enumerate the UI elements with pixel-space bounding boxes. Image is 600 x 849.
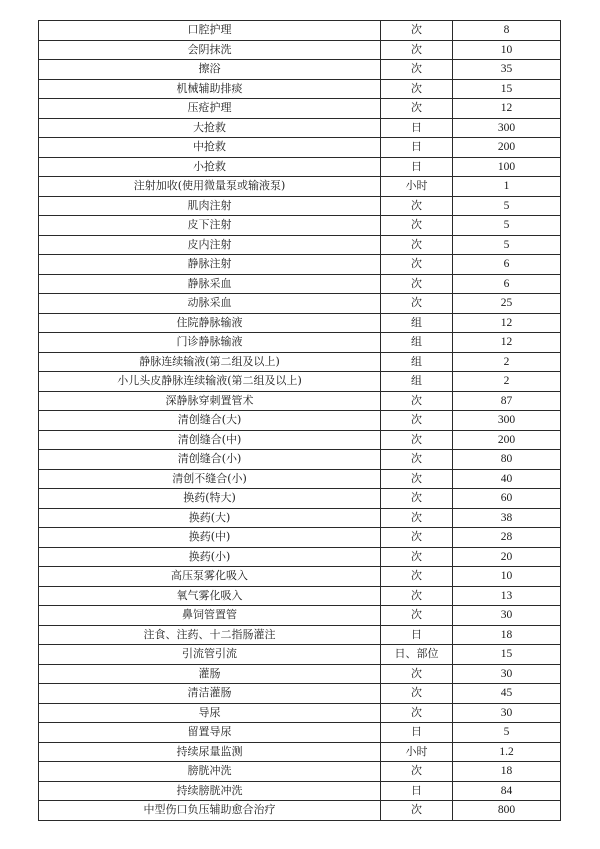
table-row — [39, 333, 561, 353]
table-row — [39, 664, 561, 684]
price-cell: 15 — [453, 79, 561, 99]
unit-cell: 次 — [381, 762, 453, 782]
unit-cell: 次 — [381, 567, 453, 587]
item-name-cell: 引流管引流 — [39, 645, 381, 665]
unit-cell: 次 — [381, 606, 453, 626]
price-cell: 25 — [453, 294, 561, 314]
item-name-cell: 持续膀胱冲洗 — [39, 781, 381, 801]
fee-table-body — [39, 21, 561, 821]
item-name-cell: 膀胱冲洗 — [39, 762, 381, 782]
item-name-cell: 清创缝合(小) — [39, 450, 381, 470]
price-cell: 80 — [453, 450, 561, 470]
table-row — [39, 567, 561, 587]
fee-table-container — [38, 20, 560, 821]
unit-cell: 次 — [381, 99, 453, 119]
table-row — [39, 138, 561, 158]
item-name-cell: 静脉采血 — [39, 274, 381, 294]
item-name-cell: 中型伤口负压辅助愈合治疗 — [39, 801, 381, 821]
unit-cell: 日 — [381, 157, 453, 177]
item-name-cell: 动脉采血 — [39, 294, 381, 314]
price-cell: 12 — [453, 333, 561, 353]
price-cell: 5 — [453, 235, 561, 255]
price-cell: 300 — [453, 118, 561, 138]
unit-cell: 日 — [381, 781, 453, 801]
item-name-cell: 灌肠 — [39, 664, 381, 684]
unit-cell: 次 — [381, 294, 453, 314]
table-row — [39, 586, 561, 606]
item-name-cell: 住院静脉输液 — [39, 313, 381, 333]
price-cell: 18 — [453, 625, 561, 645]
item-name-cell: 深静脉穿刺置管术 — [39, 391, 381, 411]
table-row — [39, 528, 561, 548]
table-row — [39, 781, 561, 801]
price-cell: 40 — [453, 469, 561, 489]
unit-cell: 次 — [381, 547, 453, 567]
price-cell: 12 — [453, 99, 561, 119]
table-row — [39, 547, 561, 567]
table-row — [39, 177, 561, 197]
price-cell: 87 — [453, 391, 561, 411]
unit-cell: 次 — [381, 79, 453, 99]
table-row — [39, 313, 561, 333]
unit-cell: 日 — [381, 118, 453, 138]
unit-cell: 日 — [381, 723, 453, 743]
table-row — [39, 99, 561, 119]
unit-cell: 次 — [381, 450, 453, 470]
item-name-cell: 静脉注射 — [39, 255, 381, 275]
unit-cell: 次 — [381, 60, 453, 80]
unit-cell: 组 — [381, 333, 453, 353]
unit-cell: 次 — [381, 40, 453, 60]
item-name-cell: 皮下注射 — [39, 216, 381, 236]
price-cell: 1.2 — [453, 742, 561, 762]
table-row — [39, 625, 561, 645]
item-name-cell: 高压泵雾化吸入 — [39, 567, 381, 587]
unit-cell: 次 — [381, 586, 453, 606]
price-cell: 28 — [453, 528, 561, 548]
unit-cell: 组 — [381, 372, 453, 392]
item-name-cell: 皮内注射 — [39, 235, 381, 255]
table-row — [39, 391, 561, 411]
price-cell: 6 — [453, 274, 561, 294]
unit-cell: 小时 — [381, 177, 453, 197]
unit-cell: 次 — [381, 21, 453, 41]
table-row — [39, 60, 561, 80]
price-cell: 5 — [453, 723, 561, 743]
item-name-cell: 中抢救 — [39, 138, 381, 158]
price-cell: 38 — [453, 508, 561, 528]
price-cell: 30 — [453, 703, 561, 723]
unit-cell: 次 — [381, 255, 453, 275]
table-row — [39, 489, 561, 509]
price-cell: 5 — [453, 196, 561, 216]
item-name-cell: 清创缝合(大) — [39, 411, 381, 431]
price-cell: 15 — [453, 645, 561, 665]
unit-cell: 组 — [381, 352, 453, 372]
item-name-cell: 小儿头皮静脉连续输液(第二组及以上) — [39, 372, 381, 392]
table-row — [39, 40, 561, 60]
price-cell: 18 — [453, 762, 561, 782]
price-cell: 8 — [453, 21, 561, 41]
unit-cell: 次 — [381, 684, 453, 704]
unit-cell: 次 — [381, 489, 453, 509]
price-cell: 13 — [453, 586, 561, 606]
unit-cell: 次 — [381, 430, 453, 450]
fee-table — [38, 20, 561, 821]
item-name-cell: 静脉连续输液(第二组及以上) — [39, 352, 381, 372]
item-name-cell: 换药(中) — [39, 528, 381, 548]
price-cell: 35 — [453, 60, 561, 80]
unit-cell: 次 — [381, 801, 453, 821]
table-row — [39, 352, 561, 372]
price-cell: 6 — [453, 255, 561, 275]
table-row — [39, 645, 561, 665]
item-name-cell: 注射加收(使用微量泵或输液泵) — [39, 177, 381, 197]
item-name-cell: 持续尿量监测 — [39, 742, 381, 762]
table-row — [39, 606, 561, 626]
unit-cell: 次 — [381, 528, 453, 548]
unit-cell: 次 — [381, 703, 453, 723]
table-row — [39, 450, 561, 470]
unit-cell: 次 — [381, 391, 453, 411]
price-cell: 30 — [453, 664, 561, 684]
item-name-cell: 清创缝合(中) — [39, 430, 381, 450]
table-row — [39, 274, 561, 294]
table-row — [39, 196, 561, 216]
table-row — [39, 508, 561, 528]
table-row — [39, 430, 561, 450]
item-name-cell: 肌肉注射 — [39, 196, 381, 216]
unit-cell: 次 — [381, 216, 453, 236]
unit-cell: 日、部位 — [381, 645, 453, 665]
price-cell: 30 — [453, 606, 561, 626]
unit-cell: 日 — [381, 625, 453, 645]
unit-cell: 次 — [381, 235, 453, 255]
table-row — [39, 79, 561, 99]
item-name-cell: 注食、注药、十二指肠灌注 — [39, 625, 381, 645]
table-row — [39, 294, 561, 314]
unit-cell: 次 — [381, 508, 453, 528]
table-row — [39, 801, 561, 821]
price-cell: 2 — [453, 352, 561, 372]
table-row — [39, 723, 561, 743]
item-name-cell: 导尿 — [39, 703, 381, 723]
price-cell: 12 — [453, 313, 561, 333]
item-name-cell: 口腔护理 — [39, 21, 381, 41]
unit-cell: 次 — [381, 469, 453, 489]
unit-cell: 小时 — [381, 742, 453, 762]
price-cell: 200 — [453, 430, 561, 450]
item-name-cell: 门诊静脉输液 — [39, 333, 381, 353]
table-row — [39, 372, 561, 392]
item-name-cell: 清创不缝合(小) — [39, 469, 381, 489]
unit-cell: 次 — [381, 196, 453, 216]
price-cell: 5 — [453, 216, 561, 236]
price-cell: 45 — [453, 684, 561, 704]
item-name-cell: 机械辅助排痰 — [39, 79, 381, 99]
price-cell: 84 — [453, 781, 561, 801]
item-name-cell: 换药(小) — [39, 547, 381, 567]
item-name-cell: 氧气雾化吸入 — [39, 586, 381, 606]
price-cell: 60 — [453, 489, 561, 509]
price-cell: 200 — [453, 138, 561, 158]
table-row — [39, 21, 561, 41]
table-row — [39, 118, 561, 138]
price-cell: 2 — [453, 372, 561, 392]
unit-cell: 日 — [381, 138, 453, 158]
price-cell: 20 — [453, 547, 561, 567]
price-cell: 1 — [453, 177, 561, 197]
item-name-cell: 小抢救 — [39, 157, 381, 177]
table-row — [39, 411, 561, 431]
unit-cell: 组 — [381, 313, 453, 333]
item-name-cell: 鼻饲管置管 — [39, 606, 381, 626]
table-row — [39, 703, 561, 723]
unit-cell: 次 — [381, 274, 453, 294]
item-name-cell: 擦浴 — [39, 60, 381, 80]
item-name-cell: 换药(特大) — [39, 489, 381, 509]
item-name-cell: 大抢救 — [39, 118, 381, 138]
table-row — [39, 216, 561, 236]
price-cell: 100 — [453, 157, 561, 177]
price-cell: 10 — [453, 567, 561, 587]
price-cell: 300 — [453, 411, 561, 431]
table-row — [39, 469, 561, 489]
price-cell: 800 — [453, 801, 561, 821]
table-row — [39, 684, 561, 704]
table-row — [39, 157, 561, 177]
table-row — [39, 255, 561, 275]
price-cell: 10 — [453, 40, 561, 60]
table-row — [39, 235, 561, 255]
table-row — [39, 742, 561, 762]
unit-cell: 次 — [381, 664, 453, 684]
item-name-cell: 会阴抹洗 — [39, 40, 381, 60]
item-name-cell: 压疮护理 — [39, 99, 381, 119]
item-name-cell: 换药(大) — [39, 508, 381, 528]
table-row — [39, 762, 561, 782]
item-name-cell: 清洁灌肠 — [39, 684, 381, 704]
item-name-cell: 留置导尿 — [39, 723, 381, 743]
unit-cell: 次 — [381, 411, 453, 431]
